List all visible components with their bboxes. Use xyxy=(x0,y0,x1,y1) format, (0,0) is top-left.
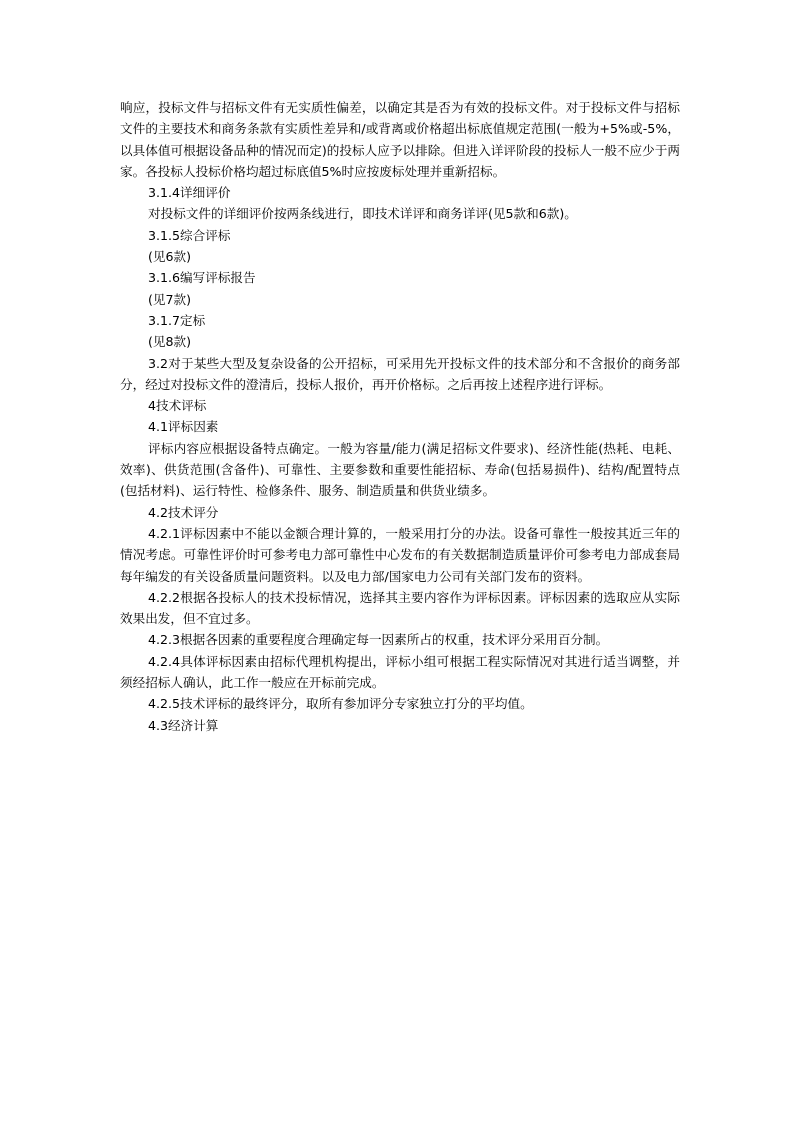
heading-4-3: 4.3经济计算 xyxy=(148,717,219,733)
paragraph-intro: 响应，投标文件与招标文件有无实质性偏差，以确定其是否为有效的投标文件。对于投标文件与招标文件的主要技术和商务条款有实质性差异和/或背离或价格超出标底值规定范围(一般为+5%或-5%，以具体值可根据设备品种的情况而定)的投标人应予以排除。但进入详评阶段的投标人一般不应少于两家。各投标人投标价格均超过标底值5%时应按废标处理并重新招标。 xyxy=(120,100,680,179)
paragraph-3-1-5: (见6款) xyxy=(148,249,192,265)
heading-4-2: 4.2技术评分 xyxy=(148,504,219,520)
heading-3-1-5: 3.1.5综合评标 xyxy=(148,227,231,243)
heading-3-1-4: 3.1.4详细评价 xyxy=(148,185,231,201)
paragraph-4-2-2: 4.2.2根据各投标人的技术投标情况，选择其主要内容作为评标因素。评标因素的选取应从实际效果出发，但不宜过多。 xyxy=(120,589,680,627)
heading-4: 4技术评标 xyxy=(148,398,207,414)
paragraph-4-2-4: 4.2.4具体评标因素由招标代理机构提出，评标小组可根据工程实际情况对其进行适当调整，并须经招标人确认，此工作一般应在开标前完成。 xyxy=(120,653,680,691)
document-body xyxy=(120,97,680,736)
heading-4-1: 4.1评标因素 xyxy=(148,419,219,435)
paragraph-3-2: 3.2对于某些大型及复杂设备的公开招标，可采用先开投标文件的技术部分和不含报价的商务部分，经过对投标文件的澄清后，投标人报价，再开价格标。之后再按上述程序进行评标。 xyxy=(120,355,680,392)
heading-3-1-7: 3.1.7定标 xyxy=(148,312,206,328)
paragraph-4-2-5: 4.2.5技术评标的最终评分，取所有参加评分专家独立打分的平均值。 xyxy=(148,696,533,712)
paragraph-4-2-1: 4.2.1评标因素中不能以金额合理计算的，一般采用打分的办法。设备可靠性一般按其近三年的情况考虑。可靠性评价时可参考电力部可靠性中心发布的有关数据制造质量评价可参考电力部成套局每年编发的有关设备质量问题资料。以及电力部/国家电力公司有关部门发布的资料。 xyxy=(120,525,680,584)
paragraph-4-1: 评标内容应根据设备特点确定。一般为容量/能力(满足招标文件要求)、经济性能(热耗、电耗、效率)、供货范围(含备件)、可靠性、主要参数和重要性能招标、寿命(包括易损件)、结构/配置特点(包括材料)、运行特性、检修条件、服务、制造质量和供货业绩多。 xyxy=(120,440,680,499)
paragraph-4-2-3: 4.2.3根据各因素的重要程度合理确定每一因素所占的权重，技术评分采用百分制。 xyxy=(148,632,609,648)
heading-3-1-6: 3.1.6编写评标报告 xyxy=(148,270,256,286)
paragraph-3-1-4: 对投标文件的详细评价按两条线进行，即技术详评和商务详评(见5款和6款)。 xyxy=(148,206,577,222)
paragraph-3-1-7: (见8款) xyxy=(148,334,192,350)
paragraph-3-1-6: (见7款) xyxy=(148,291,192,307)
